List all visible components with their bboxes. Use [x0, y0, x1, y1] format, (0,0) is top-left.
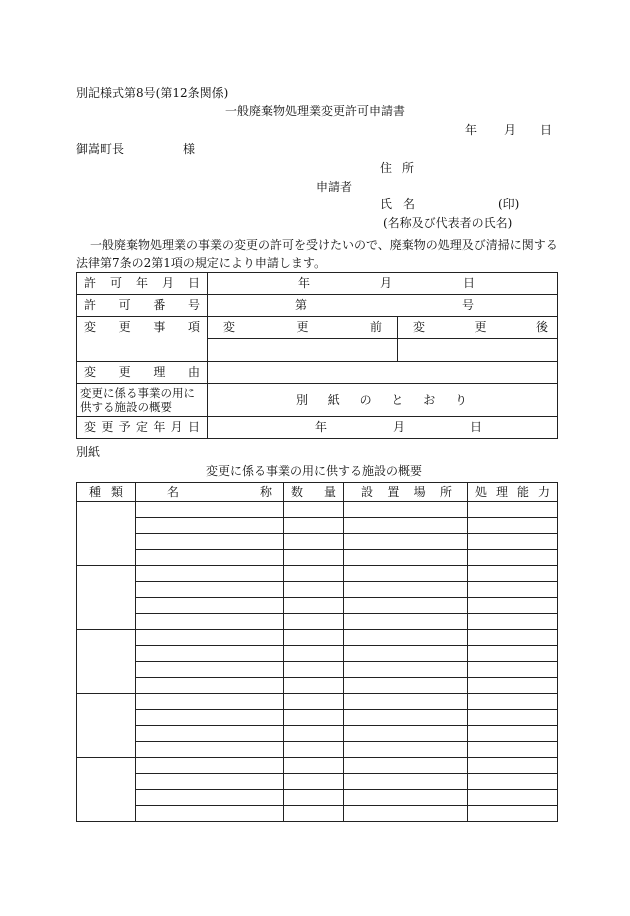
permit-number-suffix: 号 [462, 298, 475, 312]
facility-type-cell[interactable] [77, 502, 136, 566]
facility-quantity-cell[interactable] [284, 502, 344, 518]
header-quantity: 数 量 [284, 483, 344, 502]
scheduled-year: 年 [315, 420, 328, 434]
facility-row [77, 518, 558, 534]
facility-name-cell[interactable] [136, 518, 284, 534]
facility-name-cell[interactable] [136, 742, 284, 758]
facility-capacity-cell[interactable] [468, 710, 558, 726]
facility-location-cell[interactable] [344, 502, 468, 518]
addressee-honorific: 様 [183, 142, 196, 156]
facility-quantity-cell[interactable] [284, 518, 344, 534]
attachment-label: 別紙 [76, 445, 101, 459]
header-capacity: 処 理 能 力 [468, 483, 558, 502]
facility-location-cell[interactable] [344, 566, 468, 582]
scheduled-month: 月 [393, 420, 406, 434]
facility-name-cell[interactable] [136, 774, 284, 790]
applicant-label: 申請者 [316, 180, 353, 194]
facility-location-cell[interactable] [344, 598, 468, 614]
facility-capacity-cell[interactable] [468, 806, 558, 822]
facility-capacity-cell[interactable] [468, 662, 558, 678]
facility-location-cell[interactable] [344, 758, 468, 774]
facility-capacity-cell[interactable] [468, 742, 558, 758]
body-line-2: 法律第7条の2第1項の規定により申請します。 [76, 256, 326, 270]
addressee-town: 御嵩町長 [76, 142, 125, 156]
facility-row [77, 502, 558, 518]
facility-name-cell[interactable] [136, 758, 284, 774]
document-title: 一般廃棄物処理業変更許可申請書 [225, 104, 406, 118]
facility-capacity-cell[interactable] [468, 694, 558, 710]
reason-field[interactable] [208, 362, 558, 384]
facility-row [77, 614, 558, 630]
facility-capacity-cell[interactable] [468, 582, 558, 598]
facility-label [77, 384, 208, 417]
facility-location-cell[interactable] [344, 662, 468, 678]
body-line-1: 一般廃棄物処理業の事業の変更の許可を受けたいので、廃棄物の処理及び清掃に関する [90, 238, 558, 252]
facility-quantity-cell[interactable] [284, 598, 344, 614]
facility-name-cell[interactable] [136, 790, 284, 806]
permit-date-label: 許 可 年 月 日 [77, 273, 208, 295]
facility-capacity-cell[interactable] [468, 758, 558, 774]
change-items-label: 変 更 事 項 [77, 317, 208, 362]
before-change-header: 変 更 前 [208, 317, 398, 339]
facility-location-cell[interactable] [344, 518, 468, 534]
facility-capacity-cell[interactable] [468, 646, 558, 662]
before-change-field[interactable] [208, 339, 398, 362]
facility-quantity-cell[interactable] [284, 774, 344, 790]
application-table [76, 272, 558, 439]
seal-mark: (印) [498, 197, 520, 211]
facility-name-cell[interactable] [136, 646, 284, 662]
facility-location-cell[interactable] [344, 806, 468, 822]
facility-quantity-cell[interactable] [284, 678, 344, 694]
facility-table-header [77, 483, 558, 502]
facility-capacity-cell[interactable] [468, 726, 558, 742]
permit-date-field[interactable] [208, 273, 558, 295]
facility-type-cell[interactable] [77, 566, 136, 630]
header-location: 設 置 場 所 [344, 483, 468, 502]
facility-quantity-cell[interactable] [284, 534, 344, 550]
permit-number-label: 許 可 番 号 [77, 295, 208, 317]
facility-name-cell[interactable] [136, 726, 284, 742]
facility-name-cell[interactable] [136, 502, 284, 518]
facility-quantity-cell[interactable] [284, 694, 344, 710]
after-change-header: 変 更 後 [398, 317, 558, 339]
permit-day: 日 [463, 276, 476, 290]
facility-capacity-cell[interactable] [468, 614, 558, 630]
facility-type-cell[interactable] [77, 630, 136, 694]
scheduled-date-row [77, 417, 558, 439]
facility-capacity-cell[interactable] [468, 774, 558, 790]
facility-row [77, 758, 558, 774]
scheduled-date-field[interactable] [208, 417, 558, 439]
facility-location-cell[interactable] [344, 774, 468, 790]
permit-date-row [77, 273, 558, 295]
facility-row [77, 384, 558, 417]
permit-month: 月 [380, 276, 393, 290]
facility-capacity-cell[interactable] [468, 678, 558, 694]
facility-quantity-cell[interactable] [284, 582, 344, 598]
facility-name-cell[interactable] [136, 806, 284, 822]
facility-location-cell[interactable] [344, 790, 468, 806]
facility-name-cell[interactable] [136, 598, 284, 614]
facility-location-cell[interactable] [344, 614, 468, 630]
facility-row [77, 790, 558, 806]
facility-quantity-cell[interactable] [284, 726, 344, 742]
facility-capacity-cell[interactable] [468, 790, 558, 806]
facility-name-cell[interactable] [136, 582, 284, 598]
facility-name-cell[interactable] [136, 534, 284, 550]
name-note: (名称及び代表者の氏名) [383, 216, 513, 230]
header-name: 名 称 [136, 483, 284, 502]
facility-field[interactable]: 別 紙 の と お り [208, 384, 558, 417]
facility-name-cell[interactable] [136, 694, 284, 710]
facility-label-line-1: 変更に係る事業の用に [80, 386, 195, 400]
facility-table [76, 482, 558, 822]
facility-capacity-cell[interactable] [468, 502, 558, 518]
facility-row [77, 742, 558, 758]
facility-row [77, 694, 558, 710]
facility-location-cell[interactable] [344, 726, 468, 742]
facility-location-cell[interactable] [344, 550, 468, 566]
after-change-field[interactable] [398, 339, 558, 362]
facility-quantity-cell[interactable] [284, 790, 344, 806]
facility-location-cell[interactable] [344, 646, 468, 662]
facility-row [77, 598, 558, 614]
facility-location-cell[interactable] [344, 582, 468, 598]
facility-capacity-cell[interactable] [468, 518, 558, 534]
facility-type-cell[interactable] [77, 694, 136, 758]
attachment-title: 変更に係る事業の用に供する施設の概要 [206, 464, 423, 478]
facility-quantity-cell[interactable] [284, 710, 344, 726]
facility-name-cell[interactable] [136, 566, 284, 582]
facility-row [77, 630, 558, 646]
facility-row [77, 582, 558, 598]
facility-quantity-cell[interactable] [284, 646, 344, 662]
permit-number-row [77, 295, 558, 317]
facility-row [77, 646, 558, 662]
facility-capacity-cell[interactable] [468, 598, 558, 614]
facility-row [77, 678, 558, 694]
facility-quantity-cell[interactable] [284, 742, 344, 758]
scheduled-day: 日 [470, 420, 483, 434]
permit-year: 年 [298, 276, 311, 290]
facility-location-cell[interactable] [344, 630, 468, 646]
facility-type-cell[interactable] [77, 758, 136, 822]
facility-name-cell[interactable] [136, 630, 284, 646]
facility-name-cell[interactable] [136, 550, 284, 566]
header-type: 種 類 [77, 483, 136, 502]
facility-row [77, 774, 558, 790]
facility-location-cell[interactable] [344, 534, 468, 550]
facility-label-line-2: 供する施設の概要 [80, 400, 172, 414]
scheduled-date-label: 変 更 予 定 年 月 日 [77, 417, 208, 439]
facility-capacity-cell[interactable] [468, 534, 558, 550]
change-items-row [77, 317, 558, 339]
facility-quantity-cell[interactable] [284, 806, 344, 822]
facility-row [77, 662, 558, 678]
facility-quantity-cell[interactable] [284, 614, 344, 630]
facility-location-cell[interactable] [344, 678, 468, 694]
reason-label: 変 更 理 由 [77, 362, 208, 384]
permit-number-field[interactable] [208, 295, 558, 317]
facility-row [77, 726, 558, 742]
facility-location-cell[interactable] [344, 694, 468, 710]
date-day: 日 [540, 123, 553, 137]
facility-name-cell[interactable] [136, 662, 284, 678]
facility-row [77, 550, 558, 566]
address-label: 住 所 [380, 161, 414, 175]
reason-row [77, 362, 558, 384]
facility-capacity-cell[interactable] [468, 630, 558, 646]
facility-quantity-cell[interactable] [284, 550, 344, 566]
date-month: 月 [504, 123, 517, 137]
facility-quantity-cell[interactable] [284, 662, 344, 678]
facility-name-cell[interactable] [136, 678, 284, 694]
facility-quantity-cell[interactable] [284, 758, 344, 774]
facility-quantity-cell[interactable] [284, 630, 344, 646]
facility-row [77, 566, 558, 582]
facility-capacity-cell[interactable] [468, 550, 558, 566]
facility-name-cell[interactable] [136, 614, 284, 630]
facility-row [77, 806, 558, 822]
facility-quantity-cell[interactable] [284, 566, 344, 582]
name-label: 氏 名 [380, 197, 415, 211]
facility-location-cell[interactable] [344, 742, 468, 758]
facility-row [77, 534, 558, 550]
facility-name-cell[interactable] [136, 710, 284, 726]
permit-number-prefix: 第 [295, 298, 308, 312]
facility-capacity-cell[interactable] [468, 566, 558, 582]
facility-location-cell[interactable] [344, 710, 468, 726]
facility-row [77, 710, 558, 726]
form-number: 別記様式第8号(第12条関係) [76, 86, 229, 100]
date-year: 年 [465, 123, 478, 137]
